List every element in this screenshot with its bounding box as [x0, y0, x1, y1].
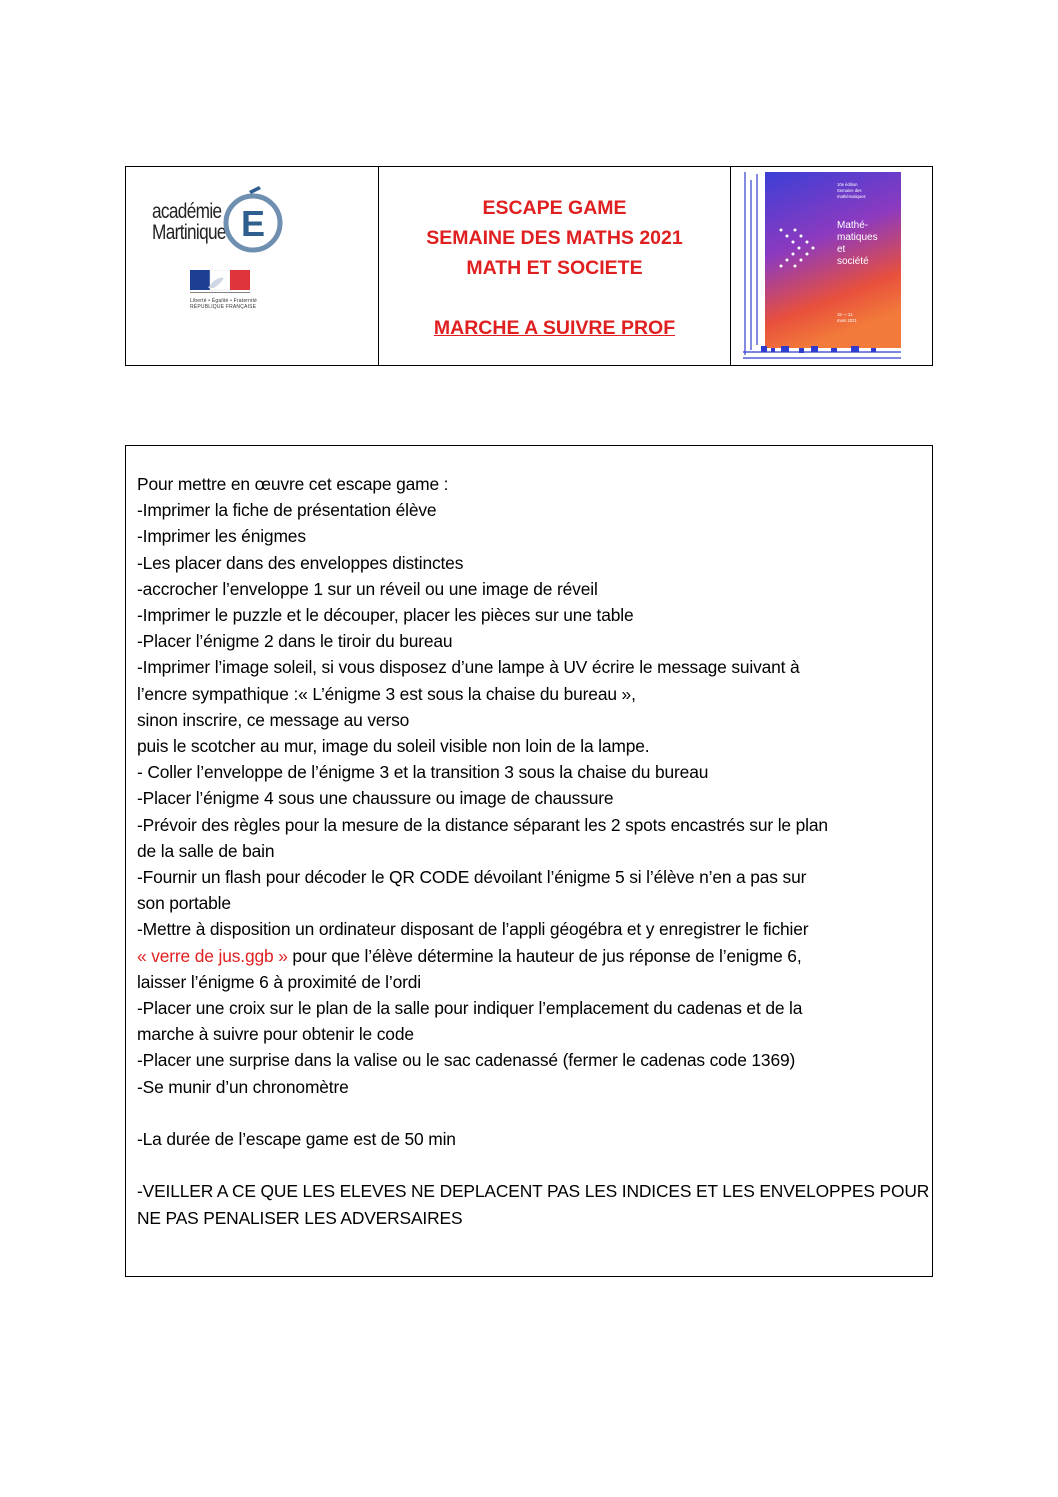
title-line-3: MATH ET SOCIETE — [466, 257, 643, 279]
instruction-line-12: -Placer l’énigme 4 sous une chaussure ou image de chaussure — [137, 788, 614, 809]
svg-text:et: et — [837, 244, 846, 255]
republique-francaise-label: Liberté • Égalité • Fraternité RÉPUBLIQUE FRANÇAISE — [190, 298, 258, 310]
instruction-line-3: -Les placer dans des enveloppes distinctes — [137, 552, 464, 573]
instruction-line-2: -Imprimer les énigmes — [137, 526, 306, 547]
ggb-file-name: « verre de jus.ggb » — [137, 945, 288, 966]
academie-wordmark: académie Martinique — [152, 200, 226, 244]
instruction-line-after-4: -Placer une surprise dans la valise ou le sac cadenassé (fermer le cadenas code 1369) — [137, 1050, 796, 1071]
duration-line: -La durée de l’escape game est de 50 min — [137, 1129, 456, 1150]
poster-image — [741, 170, 905, 360]
intro-line: Pour mettre en œuvre cet escape game : — [137, 474, 449, 494]
semaine-maths-poster — [731, 167, 932, 365]
instruction-line-17: -Mettre à disposition un ordinateur disposant de l’appli géogébra et y enregistrer le fichier — [137, 919, 809, 940]
instruction-line-15: -Fournir un flash pour décoder le QR CODE dévoilant l’énigme 5 si l’élève n’en a pas sur — [137, 867, 807, 888]
instruction-line-8: l’encre sympathique :« L’énigme 3 est sous la chaise du bureau », — [137, 683, 636, 704]
header-table — [125, 166, 933, 366]
instructions-box — [125, 445, 933, 1277]
instruction-line-6: -Placer l’énigme 2 dans le tiroir du bureau — [137, 631, 453, 652]
warning-line-1: -VEILLER A CE QUE LES ELEVES NE DEPLACENT PAS LES INDICES ET LES ENVELOPPES POUR — [137, 1181, 930, 1202]
file-line: « verre de jus.ggb » pour que l’élève détermine la hauteur de jus réponse de l’enigme 6, — [137, 945, 802, 966]
svg-text:mars 2021: mars 2021 — [837, 318, 857, 323]
instruction-line-13: -Prévoir des règles pour la mesure de la distance séparant les 2 spots encastrés sur le plan — [137, 814, 828, 835]
instruction-line-1: -Imprimer la fiche de présentation élève — [137, 500, 437, 521]
instruction-line-4: -accrocher l’enveloppe 1 sur un réveil ou une image de réveil — [137, 578, 598, 599]
e-accent-emblem-icon — [219, 185, 287, 253]
instruction-line-10: puis le scotcher au mur, image du soleil visible non loin de la lampe. — [137, 736, 650, 757]
title-cell — [379, 167, 731, 365]
academie-logo — [126, 167, 379, 365]
instruction-line-16: son portable — [137, 893, 231, 914]
svg-text:15 — 21: 15 — 21 — [837, 312, 853, 317]
instruction-line-9: sinon inscrire, ce message au verso — [137, 709, 410, 730]
svg-text:matiques: matiques — [837, 232, 878, 243]
instruction-line-after-2: -Placer une croix sur le plan de la salle pour indiquer l’emplacement du cadenas et de la — [137, 998, 803, 1019]
instruction-list-continued — [137, 969, 932, 1100]
instruction-line-after-1: laisser l’énigme 6 à proximité de l’ordi — [137, 971, 421, 992]
svg-text:Semaine des: Semaine des — [837, 188, 862, 193]
title-line-2: SEMAINE DES MATHS 2021 — [426, 227, 683, 249]
instruction-line-after-5: -Se munir d’un chronomètre — [137, 1076, 349, 1097]
instruction-line-5: -Imprimer le puzzle et le découper, placer les pièces sur une table — [137, 605, 634, 626]
instruction-line-after-3: marche à suivre pour obtenir le code — [137, 1024, 414, 1045]
svg-text:10e édition: 10e édition — [837, 182, 858, 187]
svg-text:Mathé-: Mathé- — [837, 220, 869, 231]
subtitle: MARCHE A SUIVRE PROF — [433, 317, 676, 339]
svg-text:société: société — [837, 256, 869, 267]
warning-line-2: NE PAS PENALISER LES ADVERSAIRES — [137, 1207, 463, 1228]
svg-text:mathématiques: mathématiques — [837, 194, 866, 199]
instruction-line-14: de la salle de bain — [137, 840, 275, 861]
instruction-line-7: -Imprimer l’image soleil, si vous disposez d’une lampe à UV écrire le message suivant à — [137, 657, 800, 678]
instruction-list — [137, 497, 932, 942]
title-line-1: ESCAPE GAME — [482, 197, 627, 219]
svg-text:E: E — [240, 203, 266, 244]
instruction-line-11: - Coller l’enveloppe de l’énigme 3 et la transition 3 sous la chaise du bureau — [137, 762, 709, 783]
